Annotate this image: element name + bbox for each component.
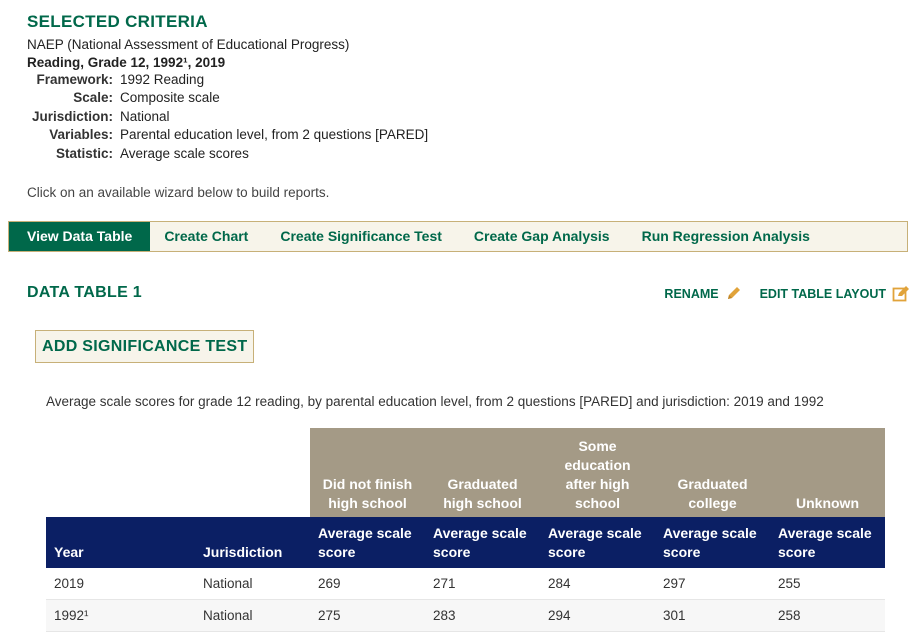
cell-value: 294 bbox=[548, 608, 571, 623]
pencil-icon bbox=[725, 285, 742, 302]
cell-jurisdiction: National bbox=[203, 576, 253, 591]
column-header-stat: Average scale score bbox=[433, 525, 527, 560]
group-header: Unknown bbox=[796, 495, 859, 511]
selected-criteria bbox=[27, 12, 428, 163]
table-row bbox=[46, 568, 885, 600]
group-header: Did not finish high school bbox=[322, 476, 413, 511]
column-header-row bbox=[46, 517, 885, 568]
criteria-row: Framework: 1992 Reading bbox=[36, 72, 205, 87]
group-header: Graduated high school bbox=[443, 476, 522, 511]
edit-icon bbox=[892, 285, 911, 302]
cell-year: 2019 bbox=[54, 576, 85, 591]
cell-value: 258 bbox=[778, 608, 801, 623]
group-header-row bbox=[310, 428, 885, 517]
column-header-stat: Average scale score bbox=[778, 525, 872, 560]
column-header-stat: Average scale score bbox=[663, 525, 757, 560]
tab-create-chart[interactable]: Create Chart bbox=[164, 228, 249, 244]
wizard-note: Click on an available wizard below to build reports. bbox=[27, 185, 330, 200]
tab-create-significance-test[interactable]: Create Significance Test bbox=[280, 228, 442, 244]
table-caption: Average scale scores for grade 12 reading, by parental education level, from 2 questions [PARED] and jurisdiction: 2019 and 1992 bbox=[46, 394, 824, 409]
criteria-row: Scale: Composite scale bbox=[73, 90, 220, 106]
table-row bbox=[46, 600, 885, 632]
criteria-program: NAEP (National Assessment of Educational Progress) bbox=[27, 37, 350, 52]
add-significance-test-button[interactable]: ADD SIGNIFICANCE TEST bbox=[35, 330, 254, 363]
column-header-stat: Average scale score bbox=[318, 525, 412, 560]
rename-label: RENAME bbox=[664, 286, 719, 301]
cell-jurisdiction: National bbox=[203, 608, 253, 623]
cell-value: 283 bbox=[433, 608, 456, 623]
table-actions bbox=[664, 285, 911, 302]
cell-year: 1992¹ bbox=[54, 608, 89, 623]
column-header-year[interactable]: Year bbox=[54, 544, 84, 560]
cell-value: 284 bbox=[548, 576, 571, 591]
wizard-tabbar bbox=[8, 221, 908, 252]
tab-view-data-table[interactable]: View Data Table bbox=[9, 222, 150, 251]
cell-value: 255 bbox=[778, 576, 801, 591]
tab-run-regression-analysis[interactable]: Run Regression Analysis bbox=[641, 228, 810, 244]
criteria-heading: SELECTED CRITERIA bbox=[27, 12, 208, 31]
cell-value: 269 bbox=[318, 576, 341, 591]
group-header: Graduated college bbox=[677, 476, 748, 511]
rename-button[interactable] bbox=[664, 285, 741, 302]
criteria-row: Statistic: Average scale scores bbox=[55, 145, 249, 161]
data-table-title: DATA TABLE 1 bbox=[27, 284, 142, 301]
criteria-row: Variables: Parental education level, from 2 questions [PARED] bbox=[49, 127, 429, 143]
cell-value: 297 bbox=[663, 576, 686, 591]
cell-value: 271 bbox=[433, 576, 456, 591]
column-header-jurisdiction[interactable]: Jurisdiction bbox=[203, 544, 283, 560]
cell-value: 301 bbox=[663, 608, 686, 623]
edit-table-layout-button[interactable] bbox=[760, 285, 911, 302]
column-header-stat: Average scale score bbox=[548, 525, 642, 560]
edit-table-layout-label: EDIT TABLE LAYOUT bbox=[759, 286, 886, 301]
criteria-row: Jurisdiction: National bbox=[31, 108, 170, 124]
tab-create-gap-analysis[interactable]: Create Gap Analysis bbox=[473, 228, 610, 244]
cell-value: 275 bbox=[318, 608, 341, 623]
group-header: Some education after high school bbox=[564, 438, 631, 511]
data-table bbox=[46, 428, 885, 632]
criteria-subject: Reading, Grade 12, 1992¹, 2019 bbox=[27, 55, 226, 70]
